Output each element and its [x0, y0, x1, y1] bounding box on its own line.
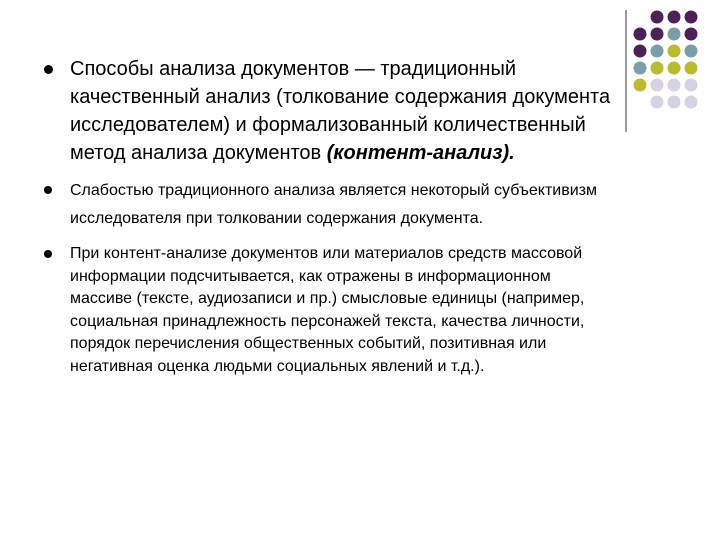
bullet-text: Слабостью традиционного анализа является некоторый субъективизм исследователя при толковании содержания документа. — [70, 182, 597, 227]
decorative-dot — [668, 45, 681, 58]
bullet-item-methods — [44, 55, 614, 167]
decorative-dot — [668, 62, 681, 75]
decorative-dot — [685, 96, 698, 109]
decorative-dot — [651, 11, 664, 24]
decorative-dot — [634, 79, 647, 92]
bullet-dot-icon — [44, 186, 52, 194]
bullet-dot-icon — [44, 65, 53, 74]
decorative-dot — [651, 96, 664, 109]
decorative-dot — [651, 62, 664, 75]
bullet-text: При контент-анализе документов или материалов средств массовой информации подсчитывается, как отражены в информационном массиве (тексте, аудиозаписи и пр.) смысловые единицы (например, социальная принадлежность персонажей текста, качества личности, порядок перечисления общественных событий, позитивная или негативная оценка людьми социальных явлений и т.д.). — [70, 245, 585, 375]
decorative-vertical-line — [625, 10, 627, 132]
decorative-dot — [668, 28, 681, 41]
bullet-text: Способы анализа документов — традиционный качественный анализ (толкование содержания документа исследователем) и формализованный количественный метод анализа документов — [70, 58, 611, 164]
decorative-dot — [634, 62, 647, 75]
decorative-dot — [668, 96, 681, 109]
decorative-dot — [651, 28, 664, 41]
decorative-dot — [685, 45, 698, 58]
decorative-dot — [668, 79, 681, 92]
bullet-item-content-analysis — [44, 243, 614, 378]
bullet-item-weakness — [44, 177, 614, 233]
decorative-dot — [685, 62, 698, 75]
bullet-emphasis: (контент-анализ). — [326, 142, 515, 164]
decorative-dot — [685, 11, 698, 24]
decorative-dot — [685, 79, 698, 92]
bullet-dot-icon — [44, 250, 52, 258]
decorative-dot — [668, 11, 681, 24]
decorative-dot — [634, 45, 647, 58]
decorative-dot — [651, 79, 664, 92]
decorative-dot — [685, 28, 698, 41]
bullet-list — [44, 55, 614, 378]
decorative-dot — [634, 28, 647, 41]
decorative-dot — [651, 45, 664, 58]
